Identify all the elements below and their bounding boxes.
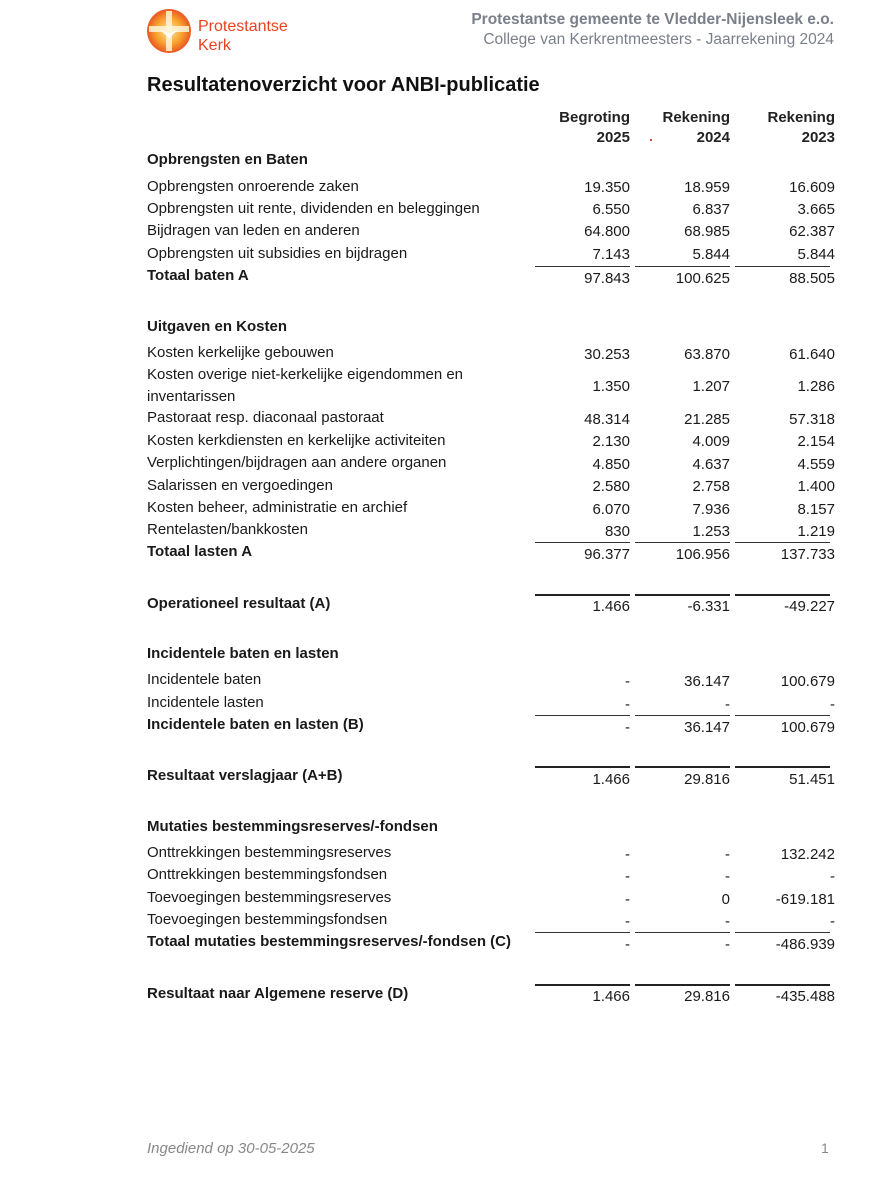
result-rule-col1	[535, 594, 630, 596]
table-row-label: Verplichtingen/bijdragen aan andere organen	[147, 454, 447, 471]
table-row-value-col3: 1.400	[797, 478, 835, 495]
subtotal-rule-col2	[635, 932, 730, 933]
total-lasten-value-col3: 137.733	[780, 546, 835, 563]
table-row-label: Onttrekkingen bestemmingsfondsen	[147, 866, 388, 883]
red-dot-mark	[650, 139, 652, 141]
result-rule-col3	[735, 984, 830, 986]
table-row-value-col1: -	[625, 868, 630, 885]
table-row-label: Opbrengsten uit rente, dividenden en beleggingen	[147, 200, 480, 217]
result-rule-col2	[635, 766, 730, 768]
table-row-label: Toevoegingen bestemmingsfondsen	[147, 911, 388, 928]
general-reserve-result-label: Resultaat naar Algemene reserve (D)	[147, 985, 409, 1002]
table-row-value-col2: 68.985	[684, 223, 730, 240]
submission-date: Ingediend op 30-05-2025	[147, 1140, 315, 1157]
table-row-value-col3: 3.665	[797, 201, 835, 218]
table-row-label: Rentelasten/bankkosten	[147, 521, 308, 538]
table-row-value-col3: 4.559	[797, 456, 835, 473]
subtotal-rule-col1	[535, 266, 630, 267]
table-row-value-col3: 1.286	[797, 378, 835, 395]
church-logo-icon	[146, 8, 192, 54]
incidental-total-value-col1: -	[625, 719, 630, 736]
section-heading-opbrengsten: Opbrengsten en Baten	[147, 151, 308, 168]
table-row-value-col2: 1.253	[692, 523, 730, 540]
section-heading-mutaties: Mutaties bestemmingsreserves/-fondsen	[147, 818, 438, 835]
table-row-label: Kosten overige niet-kerkelijke eigendommen en inventarissen	[147, 366, 464, 405]
table-row-value-col1: 6.550	[592, 201, 630, 218]
subtotal-rule-col2	[635, 542, 730, 543]
result-rule-col3	[735, 766, 830, 768]
table-row-value-col3: 61.640	[789, 346, 835, 363]
table-row-value-col1: 30.253	[584, 346, 630, 363]
total-baten-value-col2: 100.625	[675, 270, 730, 287]
table-row-value-col2: 4.009	[692, 433, 730, 450]
result-rule-col2	[635, 984, 730, 986]
table-row-value-col3: 57.318	[789, 411, 835, 428]
page-number: 1	[821, 1140, 829, 1156]
table-row-value-col2: 4.637	[692, 456, 730, 473]
operational-result-label: Operationeel resultaat (A)	[147, 595, 331, 612]
table-row-label: Pastoraat resp. diaconaal pastoraat	[147, 409, 384, 426]
table-row-value-col1: -	[625, 891, 630, 908]
operational-result-value-col1: 1.466	[592, 598, 630, 615]
table-row-label: Toevoegingen bestemmingsreserves	[147, 889, 392, 906]
result-rule-col3	[735, 594, 830, 596]
total-baten-value-col3: 88.505	[789, 270, 835, 287]
year-result-value-col1: 1.466	[592, 771, 630, 788]
mutations-total-value-col2: -	[725, 936, 730, 953]
table-row-value-col1: 2.580	[592, 478, 630, 495]
table-row-value-col2: 18.959	[684, 179, 730, 196]
table-row-value-col1: -	[625, 696, 630, 713]
section-heading-incidenteel: Incidentele baten en lasten	[147, 645, 339, 662]
column-header-begroting-2025: Begroting 2025	[559, 109, 630, 146]
document-subtitle: College van Kerkrentmeesters - Jaarrekening 2024	[483, 31, 834, 48]
table-row-value-col2: -	[725, 913, 730, 930]
table-row-label: Opbrengsten uit subsidies en bijdragen	[147, 245, 408, 262]
table-row-value-col2: 63.870	[684, 346, 730, 363]
table-row-value-col2: 1.207	[692, 378, 730, 395]
table-row-value-col1: 64.800	[584, 223, 630, 240]
church-logo	[146, 8, 316, 54]
year-result-label: Resultaat verslagjaar (A+B)	[147, 767, 343, 784]
table-row-value-col2: 5.844	[692, 246, 730, 263]
page-title: Resultatenoverzicht voor ANBI-publicatie	[147, 74, 540, 96]
table-row-label: Opbrengsten onroerende zaken	[147, 178, 359, 195]
table-row-value-col1: 830	[604, 523, 630, 540]
table-row-value-col3: -	[830, 913, 835, 930]
table-row-value-col3: 16.609	[789, 179, 835, 196]
general-reserve-result-value-col1: 1.466	[592, 988, 630, 1005]
logo-text-line1: Protestantse	[198, 18, 288, 35]
table-row-value-col2: 7.936	[692, 501, 730, 518]
table-row-value-col3: 100.679	[780, 673, 835, 690]
table-row-value-col3: 8.157	[797, 501, 835, 518]
total-baten-value-col1: 97.843	[584, 270, 630, 287]
table-row-value-col3: -619.181	[775, 891, 835, 908]
table-row-value-col1: -	[625, 846, 630, 863]
table-row-value-col1: 6.070	[592, 501, 630, 518]
table-row-value-col2: 36.147	[684, 673, 730, 690]
column-header-rekening-2024: Rekening 2024	[662, 109, 730, 146]
table-row-value-col1: 7.143	[592, 246, 630, 263]
general-reserve-result-value-col2: 29.816	[684, 988, 730, 1005]
table-row-label: Salarissen en vergoedingen	[147, 477, 333, 494]
subtotal-rule-col1	[535, 932, 630, 933]
table-row-label: Kosten kerkdiensten en kerkelijke activiteiten	[147, 432, 446, 449]
table-row-value-col3: 132.242	[780, 846, 835, 863]
organisation-name: Protestantse gemeente te Vledder-Nijensleek e.o.	[471, 11, 834, 28]
table-row-value-col2: 0	[721, 891, 730, 908]
total-lasten-label: Totaal lasten A	[147, 543, 253, 560]
subtotal-rule-col1	[535, 715, 630, 716]
table-row-value-col1: 4.850	[592, 456, 630, 473]
subtotal-rule-col2	[635, 266, 730, 267]
year-result-value-col2: 29.816	[684, 771, 730, 788]
section-heading-uitgaven: Uitgaven en Kosten	[147, 318, 288, 335]
table-row-value-col3: -	[830, 868, 835, 885]
table-row-value-col3: 2.154	[797, 433, 835, 450]
table-row-value-col1: 19.350	[584, 179, 630, 196]
table-row-value-col3: 62.387	[789, 223, 835, 240]
table-row-label: Incidentele baten	[147, 671, 262, 688]
document-header	[471, 10, 834, 50]
operational-result-value-col2: -6.331	[687, 598, 730, 615]
mutations-total-value-col1: -	[625, 936, 630, 953]
mutations-total-label: Totaal mutaties bestemmingsreserves/-fondsen (C)	[147, 933, 511, 950]
logo-text-line2: Kerk	[198, 37, 231, 54]
subtotal-rule-col3	[735, 266, 830, 267]
general-reserve-result-value-col3: -435.488	[775, 988, 835, 1005]
table-row-label: Kosten beheer, administratie en archief	[147, 499, 408, 516]
incidental-total-label: Incidentele baten en lasten (B)	[147, 716, 364, 733]
table-row-value-col1: -	[625, 913, 630, 930]
table-row-value-col2: 6.837	[692, 201, 730, 218]
table-row-value-col1: 48.314	[584, 411, 630, 428]
incidental-total-value-col3: 100.679	[780, 719, 835, 736]
table-row-value-col3: 1.219	[797, 523, 835, 540]
column-header-rekening-2023: Rekening 2023	[767, 109, 835, 146]
operational-result-value-col3: -49.227	[784, 598, 835, 615]
table-row-value-col1: 2.130	[592, 433, 630, 450]
table-row-value-col2: 21.285	[684, 411, 730, 428]
table-row-label: Kosten kerkelijke gebouwen	[147, 344, 334, 361]
table-row-value-col2: -	[725, 846, 730, 863]
table-row-value-col2: -	[725, 868, 730, 885]
total-lasten-value-col1: 96.377	[584, 546, 630, 563]
result-rule-col1	[535, 984, 630, 986]
year-result-value-col3: 51.451	[789, 771, 835, 788]
mutations-total-value-col3: -486.939	[775, 936, 835, 953]
subtotal-rule-col3	[735, 715, 830, 716]
subtotal-rule-col1	[535, 542, 630, 543]
result-rule-col2	[635, 594, 730, 596]
subtotal-rule-col2	[635, 715, 730, 716]
incidental-total-value-col2: 36.147	[684, 719, 730, 736]
result-rule-col1	[535, 766, 630, 768]
table-row-value-col1: 1.350	[592, 378, 630, 395]
subtotal-rule-col3	[735, 542, 830, 543]
subtotal-rule-col3	[735, 932, 830, 933]
table-row-value-col2: 2.758	[692, 478, 730, 495]
table-row-value-col3: 5.844	[797, 246, 835, 263]
table-row-value-col3: -	[830, 696, 835, 713]
total-baten-label: Totaal baten A	[147, 267, 249, 284]
table-row-value-col1: -	[625, 673, 630, 690]
table-row-label: Onttrekkingen bestemmingsreserves	[147, 844, 392, 861]
table-row-label: Incidentele lasten	[147, 694, 264, 711]
table-row-label: Bijdragen van leden en anderen	[147, 222, 360, 239]
total-lasten-value-col2: 106.956	[675, 546, 730, 563]
table-row-value-col2: -	[725, 696, 730, 713]
